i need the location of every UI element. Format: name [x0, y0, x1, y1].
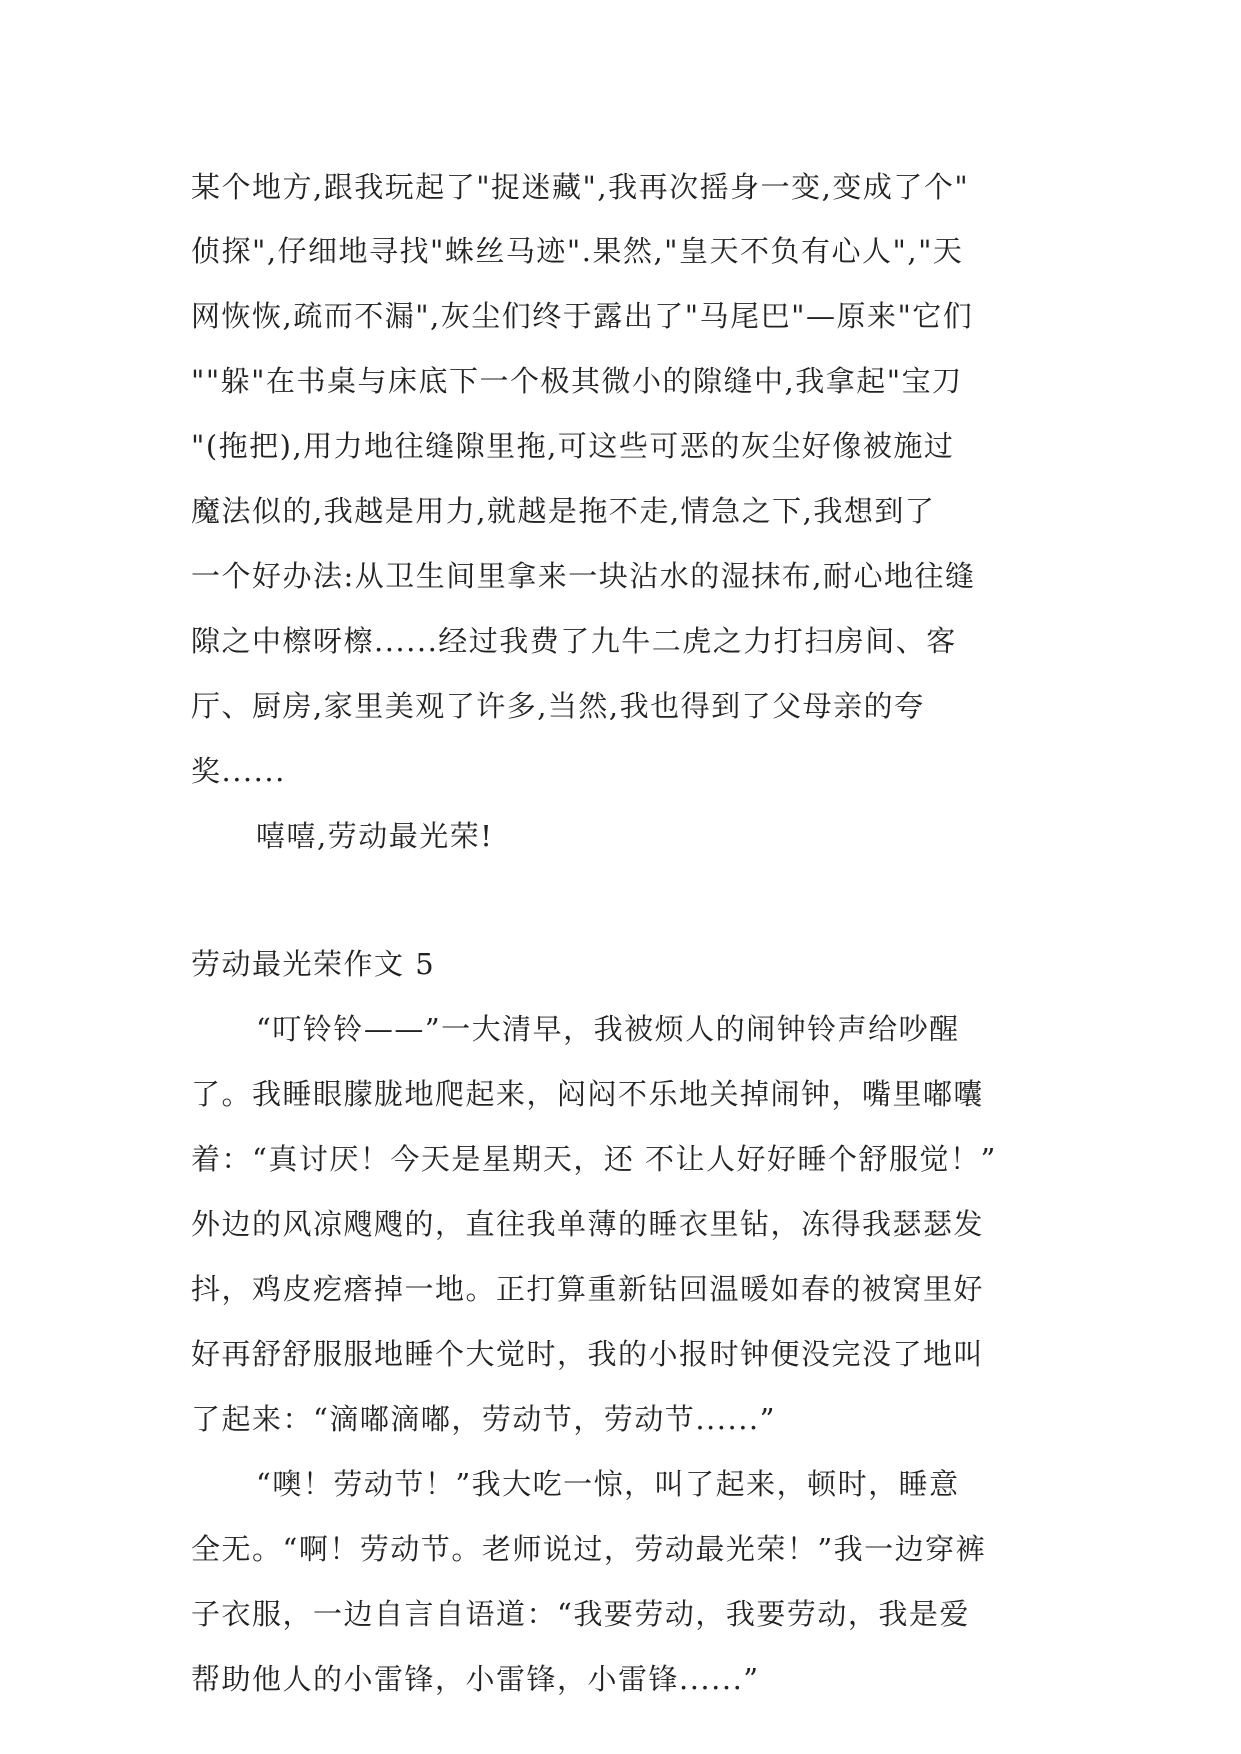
text-line: 着：“真讨厌！今天是星期天，还 不让人好好睡个舒服觉！” — [191, 1142, 997, 1176]
text-line: 某个地方,跟我玩起了"捉迷藏",我再次摇身一变,变成了个" — [191, 170, 970, 204]
text-line: “噢！劳动节！”我大吃一惊，叫了起来，顿时，睡意 — [256, 1467, 960, 1501]
text-line: 侦探",仔细地寻找"蛛丝马迹".果然,"皇天不负有心人","天 — [191, 234, 964, 268]
closing-line: 嘻嘻,劳动最光荣! — [256, 819, 494, 853]
text-line: 帮助他人的小雷锋，小雷锋，小雷锋......” — [191, 1662, 760, 1696]
text-line: 网恢恢,疏而不漏",灰尘们终于露出了"马尾巴"—原来"它们 — [191, 299, 974, 333]
text-line: ""躲"在书桌与床底下一个极其微小的隙缝中,我拿起"宝刀 — [191, 364, 963, 398]
text-line: 全无。“啊！劳动节。老师说过，劳动最光荣！”我一边穿裤 — [191, 1532, 987, 1566]
text-line: 子衣服，一边自言自语道：“我要劳动，我要劳动，我是爱 — [191, 1597, 970, 1631]
text-line: “叮铃铃——”一大清早，我被烦人的闹钟铃声给吵醒 — [256, 1012, 960, 1046]
text-line: 厅、厨房,家里美观了许多,当然,我也得到了父母亲的夸 — [191, 689, 925, 723]
text-line: 奖...... — [191, 754, 286, 788]
text-line: 了起来：“滴嘟滴嘟，劳动节，劳动节......” — [191, 1402, 776, 1436]
text-line: "(拖把),用力地往缝隙里拖,可这些可恶的灰尘好像被施过 — [191, 429, 955, 463]
text-line: 魔法似的,我越是用力,就越是拖不走,情急之下,我想到了 — [191, 494, 936, 528]
text-line: 好再舒舒服服地睡个大觉时，我的小报时钟便没完没了地叫 — [191, 1337, 985, 1371]
text-line: 隙之中檫呀檫......经过我费了九牛二虎之力打扫房间、客 — [191, 624, 957, 658]
text-line: 抖，鸡皮疙瘩掉一地。正打算重新钻回温暖如春的被窝里好 — [191, 1272, 985, 1306]
essay-title: 劳动最光荣作文 5 — [191, 947, 436, 981]
text-line: 了。我睡眼朦胧地爬起来，闷闷不乐地关掉闹钟，嘴里嘟囔 — [191, 1077, 985, 1111]
text-line: 一个好办法:从卫生间里拿来一块沾水的湿抹布,耐心地往缝 — [191, 559, 976, 593]
text-line: 外边的风凉飕飕的，直往我单薄的睡衣里钻，冻得我瑟瑟发 — [191, 1207, 985, 1241]
